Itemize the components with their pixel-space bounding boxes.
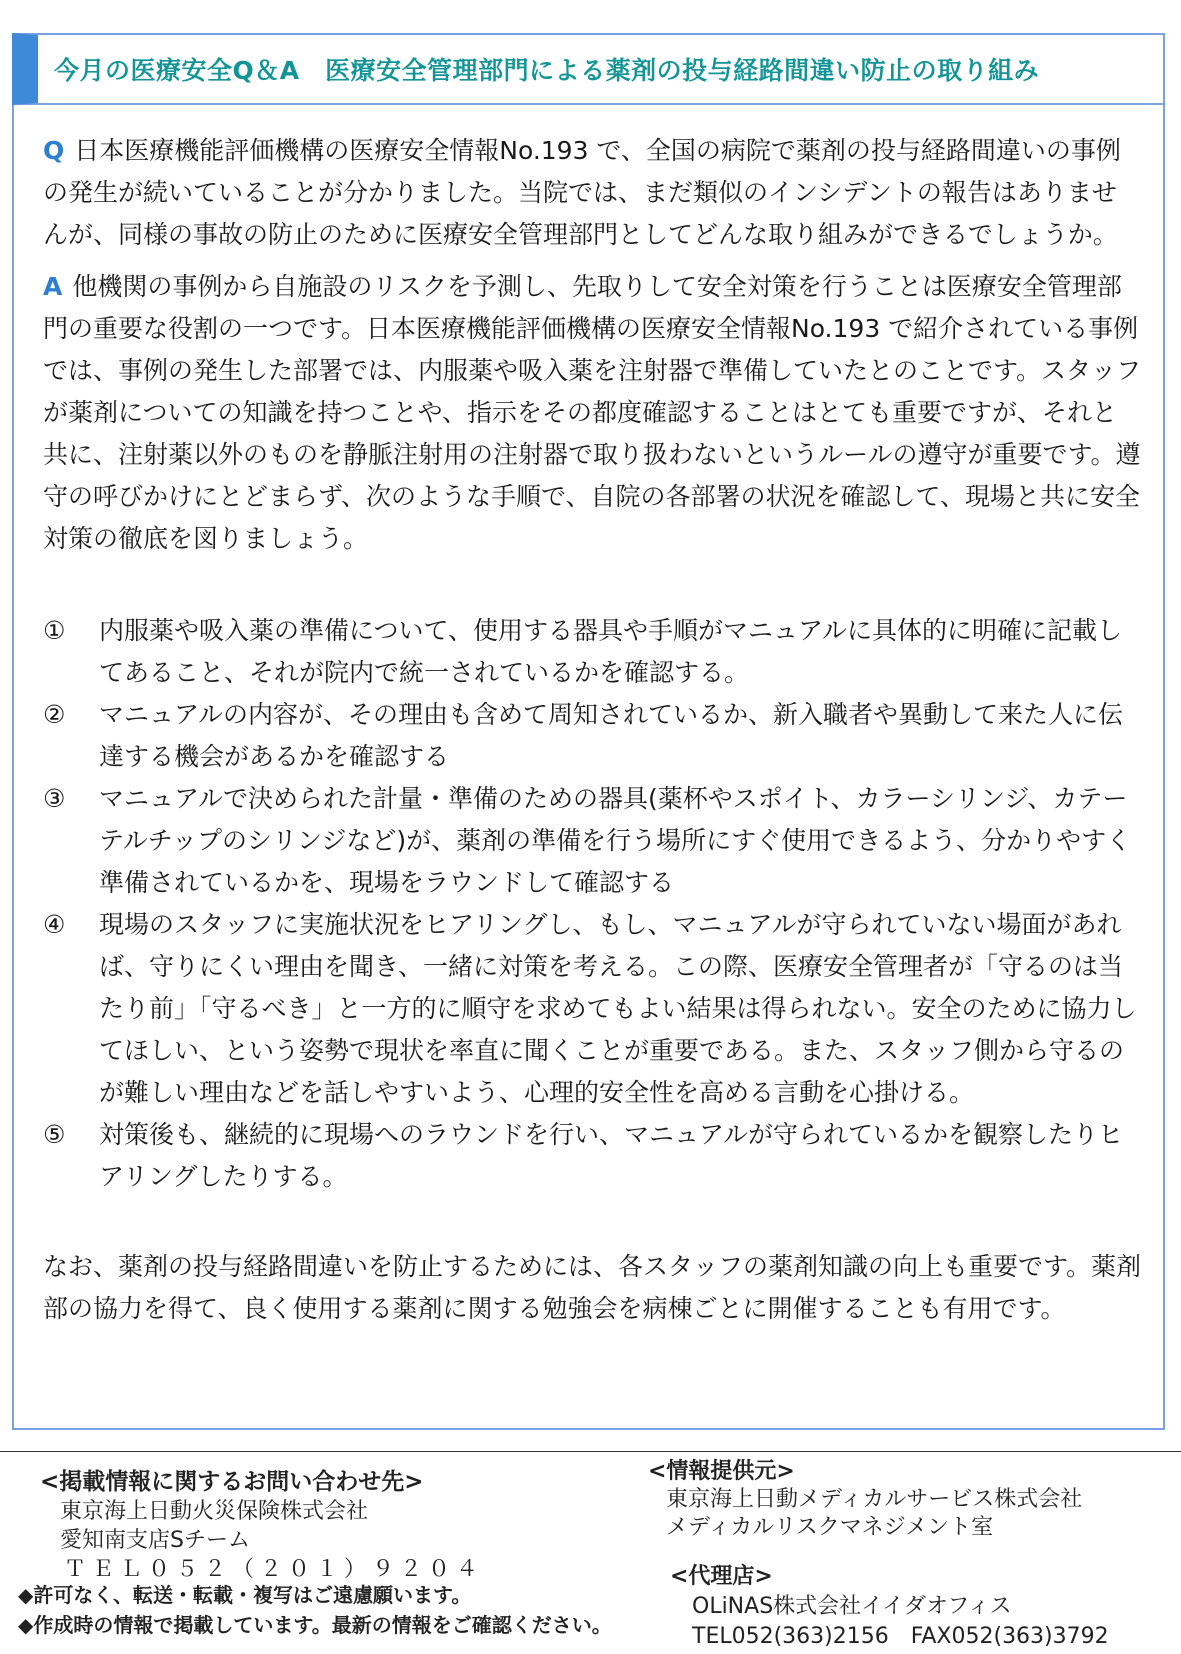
step-item — [43, 904, 1141, 1114]
footer-divider — [0, 1451, 1181, 1452]
agency-contact: TEL052(363)2156 FAX052(363)3792 — [692, 1624, 1109, 1649]
notice-no-redistribution: ◆許可なく、転送・転載・複写はご遠慮願います。 — [18, 1583, 472, 1607]
step-text: 現場のスタッフに実施状況をヒアリングし、もし、マニュアルが守られていない場面があれば、守りにくい理由を聞き、一緒に対策を考える。この際、医療安全管理者が「守るのは当たり前」「守るべき」と一方的に順守を求めてもよい結果は得られない。安全のために協力してほしい、という姿勢で現状を率直に聞くことが重要である。また、スタッフ側から守るのが難しい理由などを話しやすいよう、心理的安全性を高める言動を心掛ける。 — [99, 910, 1137, 1107]
question-paragraph — [43, 130, 1141, 256]
notice-latest-info: ◆作成時の情報で掲載しています。最新の情報をご確認ください。 — [18, 1613, 612, 1637]
page-title: 今月の医療安全Q＆A 医療安全管理部門による薬剤の投与経路間違い防止の取り組み — [54, 56, 1040, 85]
article-body — [43, 130, 1141, 1340]
contact-tel: ＴＥＬ０５２（２０１）９２０４ — [64, 1557, 485, 1582]
contact-branch: 愛知南支店Sチーム — [60, 1528, 250, 1553]
question-mark: Q — [43, 136, 65, 165]
step-text: 内服薬や吸入薬の準備について、使用する器具や手順がマニュアルに具体的に明確に記載してあること、それが院内で統一されているかを確認する。 — [99, 616, 1123, 687]
contact-heading: <掲載情報に関するお問い合わせ先> — [40, 1469, 424, 1495]
contact-company: 東京海上日動火災保険株式会社 — [60, 1499, 369, 1524]
contact-block — [40, 1468, 484, 1584]
step-list — [43, 610, 1141, 1198]
footer — [0, 1458, 1181, 1654]
step-item — [43, 694, 1141, 778]
step-number: ④ — [43, 910, 66, 939]
notices — [18, 1580, 612, 1640]
step-item — [43, 778, 1141, 904]
step-number: ⑤ — [43, 1120, 66, 1149]
title-bar — [12, 33, 1165, 105]
answer-text: 他機関の事例から自施設のリスクを予測し、先取りして安全対策を行うことは医療安全管理部門の重要な役割の一つです。日本医療機能評価機構の医療安全情報No.193 で紹介されている事例では、事例の発生した部署では、内服薬や吸入薬を注射器で準備していたとのことです。スタッフが薬剤についての知識を持つことや、指示をその都度確認することはとても重要ですが、それと共に、注射薬以外のものを静脈注射用の注射器で取り扱わないというルールの遵守が重要です。遵守の呼びかけにとどまらず、次のような手順で、自院の各部署の状況を確認して、現場と共に安全対策の徹底を図りましょう。 — [43, 272, 1142, 553]
answer-paragraph — [43, 266, 1141, 560]
question-text: 日本医療機能評価機構の医療安全情報No.193 で、全国の病院で薬剤の投与経路間違いの事例の発生が続いていることが分かりました。当院では、まだ類似のインシデントの報告はありませんが、同様の事故の防止のために医療安全管理部門としてどんな取り組みができるでしょうか。 — [43, 136, 1121, 249]
step-text: 対策後も、継続的に現場へのラウンドを行い、マニュアルが守られているかを観察したりヒアリングしたりする。 — [99, 1120, 1124, 1191]
provider-company: 東京海上日動メディカルサービス株式会社 — [666, 1487, 1083, 1512]
agency-block — [670, 1562, 1109, 1652]
step-item — [43, 1114, 1141, 1198]
agency-heading: <代理店> — [670, 1564, 773, 1589]
provider-block — [648, 1458, 1082, 1542]
closing-paragraph: なお、薬剤の投与経路間違いを防止するためには、各スタッフの薬剤知識の向上も重要です。薬剤部の協力を得て、良く使用する薬剤に関する勉強会を病棟ごとに開催することも有用です。 — [43, 1252, 1142, 1323]
provider-department: メディカルリスクマネジメント室 — [666, 1515, 994, 1540]
step-item — [43, 610, 1141, 694]
step-text: マニュアルで決められた計量・準備のための器具(薬杯やスポイト、カラーシリンジ、カテーテルチップのシリンジなど)が、薬剤の準備を行う場所にすぐ使用できるよう、分かりやすく準備されているかを、現場をラウンドして確認する — [99, 784, 1132, 897]
step-number: ② — [43, 700, 66, 729]
provider-heading: <情報提供元> — [648, 1459, 795, 1484]
step-text: マニュアルの内容が、その理由も含めて周知されているか、新入職者や異動して来た人に伝達する機会があるかを確認する — [99, 700, 1124, 771]
answer-mark: A — [43, 272, 63, 301]
step-number: ① — [43, 616, 66, 645]
agency-company: OLiNAS株式会社イイダオフィス — [692, 1594, 1012, 1619]
step-number: ③ — [43, 784, 66, 813]
